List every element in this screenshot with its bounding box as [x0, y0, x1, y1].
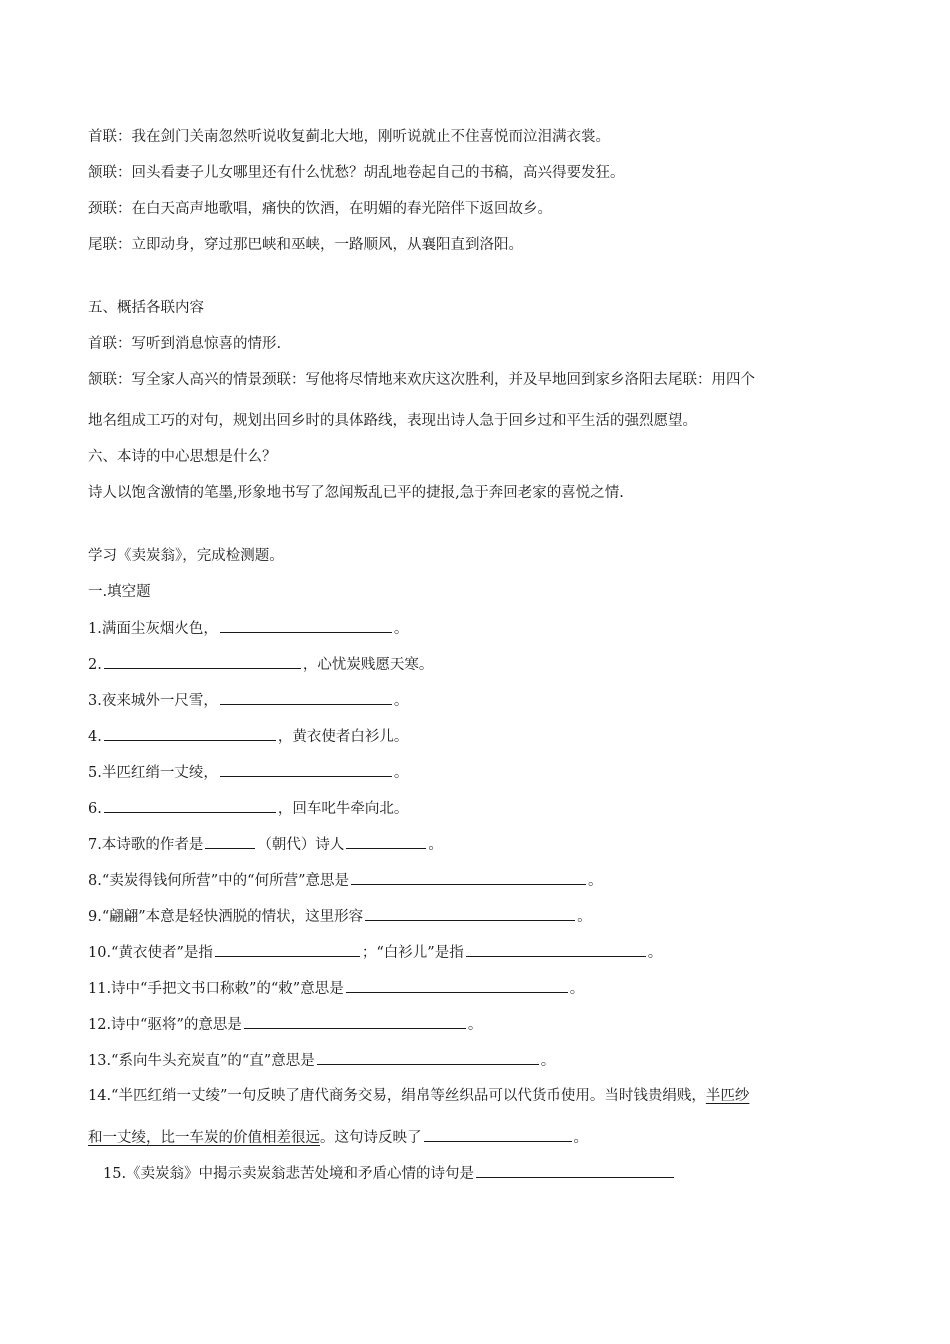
answer-blank[interactable]: [220, 690, 392, 705]
section6-answer: 诗人以饱含激情的笔墨,形象地书写了忽闻叛乱已平的捷报,急于奔回老家的喜悦之情.: [88, 485, 624, 501]
quiz-heading: 一.填空题: [88, 584, 151, 600]
couplet-label: 颈联：: [88, 201, 132, 217]
question-text: 。这句诗反映了: [320, 1130, 422, 1146]
question-text: 。: [577, 909, 592, 925]
couplet-label: 尾联：: [88, 237, 132, 253]
question-text: 9.“翩翩”本意是轻快洒脱的情状，这里形容: [88, 909, 364, 925]
question-text: 。: [428, 837, 443, 853]
answer-blank[interactable]: [351, 870, 586, 885]
question-text: 。: [467, 1017, 483, 1033]
question-text: 7.本诗歌的作者是: [88, 837, 204, 853]
couplet-label: 首联：: [88, 129, 132, 145]
section5-line-3: 地名组成工巧的对句，规划出回乡时的具体路线，表现出诗人急于回乡过和平生活的强烈愿望。: [88, 413, 697, 429]
question-text: ，回车叱牛牵向北。: [277, 801, 409, 817]
couplet-text: 立即动身，穿过那巴峡和巫峡，一路顺风，从襄阳直到洛阳。: [131, 237, 523, 253]
question-12: [88, 1014, 880, 1035]
question-text: 11.诗中“手把文书口称敕”的“敕”意思是: [88, 981, 344, 997]
question-4: [88, 726, 880, 747]
question-text: 2.: [88, 657, 102, 673]
answer-blank[interactable]: [244, 1014, 466, 1029]
couplet-text: 在白天高声地歌唱，痛快的饮酒，在明媚的春光陪伴下返回故乡。: [131, 201, 552, 217]
question-10: [88, 942, 880, 963]
quiz-intro: 学习《卖炭翁》，完成检测题。: [88, 548, 284, 564]
question-14-line-2: [88, 1127, 880, 1148]
question-text: 。: [573, 1130, 588, 1146]
question-text: 8.“卖炭得钱何所营”中的“何所营”意思是: [88, 873, 349, 889]
question-text: 10.“黄衣使者”是指: [88, 945, 213, 961]
question-text: 14.“半匹红绡一丈绫”一句反映了唐代商务交易，绢帛等丝织品可以代货币使用。当时钱贵绢贱，: [88, 1088, 706, 1104]
section5-heading: 五、概括各联内容: [88, 300, 204, 316]
answer-blank[interactable]: [220, 618, 392, 633]
answer-blank[interactable]: [205, 834, 255, 849]
question-text: 13.“系向牛头充炭直”的“直”意思是: [88, 1053, 315, 1069]
section5-line-1: 首联：写听到消息惊喜的情形.: [88, 336, 282, 352]
question-text: ；“白衫儿”是指: [361, 945, 464, 961]
question-11: [88, 978, 880, 999]
question-text: 15.《卖炭翁》中揭示卖炭翁悲苦处境和矛盾心情的诗句是: [103, 1166, 475, 1182]
section5-line-2: 颔联：写全家人高兴的情景颈联：写他将尽情地来欢庆这次胜利，并及早地回到家乡洛阳去尾联：用四个: [88, 372, 755, 388]
answer-blank[interactable]: [476, 1163, 674, 1178]
answer-blank[interactable]: [365, 906, 575, 921]
question-15: [103, 1163, 880, 1184]
question-text: ，黄衣使者白衫儿。: [277, 729, 409, 745]
question-14-line-1: [88, 1086, 880, 1106]
question-text: 。: [393, 693, 409, 709]
question-text: 。: [569, 981, 585, 997]
question-3: [88, 690, 880, 711]
answer-blank[interactable]: [104, 654, 301, 669]
question-6: [88, 798, 880, 819]
answer-blank[interactable]: [215, 942, 360, 957]
question-7: [88, 834, 880, 855]
underlined-phrase: 半匹纱: [705, 1088, 750, 1104]
question-9: [88, 906, 880, 927]
question-text: 12.诗中“驱将”的意思是: [88, 1017, 242, 1033]
question-text: ，心忧炭贱愿天寒。: [302, 657, 434, 673]
translation-line-3: [88, 199, 880, 219]
question-text: 。: [647, 945, 663, 961]
question-text: 。: [540, 1053, 556, 1069]
question-8: [88, 870, 880, 891]
translation-line-4: [88, 235, 880, 255]
question-5: [88, 762, 880, 783]
underlined-phrase: 和一丈绫，比一车炭的价值相差很远: [88, 1130, 320, 1146]
question-text: 。: [393, 621, 409, 637]
question-text: 5.半匹红绡一丈绫，: [88, 765, 218, 781]
question-2: [88, 654, 880, 675]
answer-blank[interactable]: [104, 726, 276, 741]
question-1: [88, 618, 880, 639]
answer-blank[interactable]: [346, 834, 426, 849]
question-text: 3.夜来城外一尺雪，: [88, 693, 218, 709]
question-text: 6.: [88, 801, 102, 817]
question-13: [88, 1050, 880, 1071]
answer-blank[interactable]: [317, 1050, 539, 1065]
question-text: （朝代）诗人: [257, 837, 345, 853]
answer-blank[interactable]: [104, 798, 276, 813]
couplet-text: 回头看妻子儿女哪里还有什么忧愁？胡乱地卷起自己的书稿，高兴得要发狂。: [131, 165, 625, 181]
answer-blank[interactable]: [346, 978, 568, 993]
section6-heading: 六、本诗的中心思想是什么？: [88, 449, 277, 465]
question-text: 。: [393, 765, 409, 781]
answer-blank[interactable]: [466, 942, 646, 957]
translation-line-1: [88, 127, 880, 147]
question-text: 4.: [88, 729, 102, 745]
answer-blank[interactable]: [424, 1127, 572, 1142]
couplet-label: 颔联：: [88, 165, 132, 181]
question-text: 。: [588, 873, 603, 889]
couplet-text: 我在剑门关南忽然听说收复蓟北大地，刚听说就止不住喜悦而泣泪满衣裳。: [131, 129, 610, 145]
translation-line-2: [88, 163, 880, 183]
question-text: 1.满面尘灰烟火色，: [88, 621, 218, 637]
answer-blank[interactable]: [220, 762, 392, 777]
